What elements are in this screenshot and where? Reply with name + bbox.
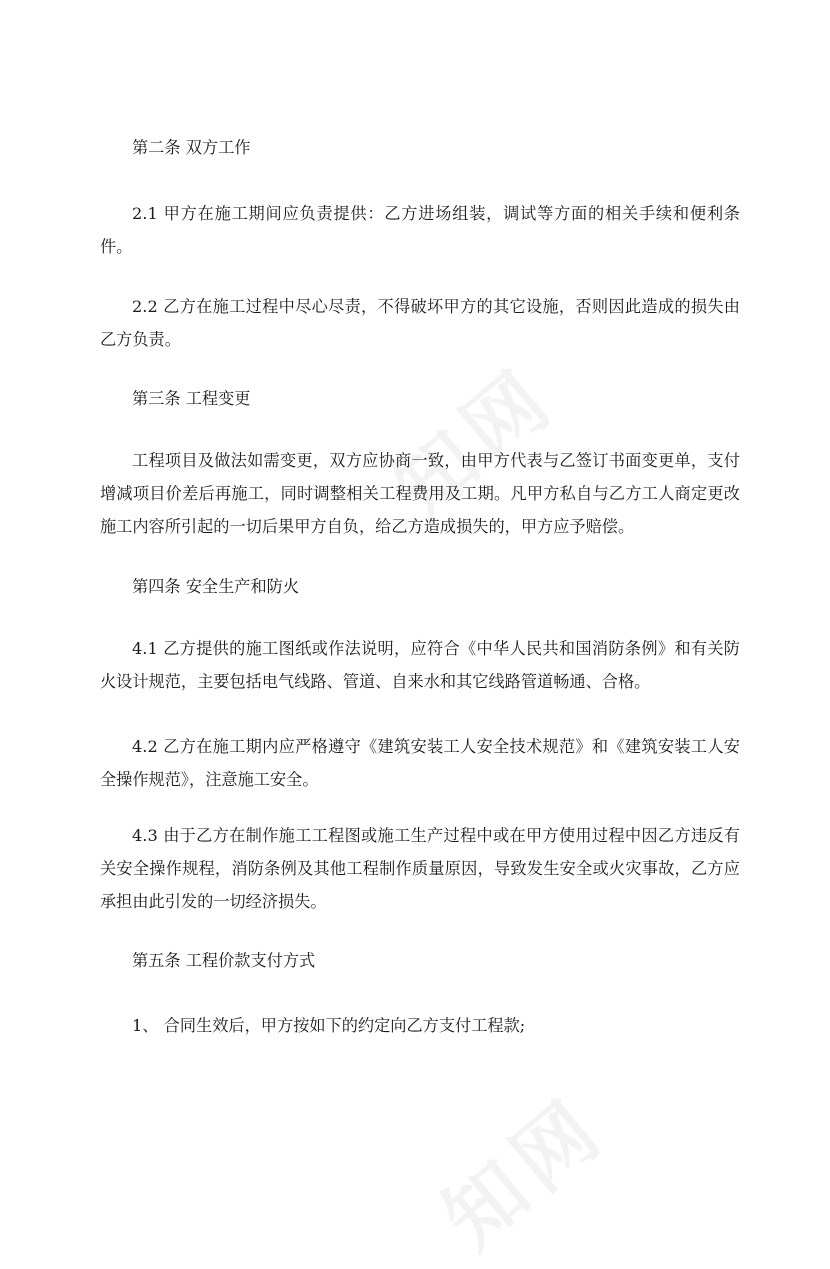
paragraph-4-3: 4.3 由于乙方在制作施工工程图或施工生产过程中或在甲方使用过程中因乙方违反有关安全操作规程，消防条例及其他工程制作质量原因，导致发生安全或火灾事故，乙方应承担由此引发的一切经济损失。 [100,826,740,911]
paragraph-5-1: 1、 合同生效后，甲方按如下的约定向乙方支付工程款; [132,1016,526,1035]
heading-article-2: 第二条 双方工作 [132,138,251,157]
heading-article-5: 第五条 工程价款支付方式 [132,951,316,970]
paragraph-2-1: 2.1 甲方在施工期间应负责提供：乙方进场组装，调试等方面的相关手续和便利条件。 [100,204,740,256]
heading-article-3: 第三条 工程变更 [132,389,251,408]
paragraph-4-1: 4.1 乙方提供的施工图纸或作法说明，应符合《中华人民共和国消防条例》和有关防火设计规范，主要包括电气线路、管道、自来水和其它线路管道畅通、合格。 [100,639,740,691]
paragraph-article-3: 工程项目及做法如需变更，双方应协商一致，由甲方代表与乙签订书面变更单，支付增减项目价差后再施工，同时调整相关工程费用及工期。凡甲方私自与乙方工人商定更改施工内容所引起的一切后果甲方自负，给乙方造成损失的，甲方应予赔偿。 [100,451,740,536]
paragraph-4-2: 4.2 乙方在施工期内应严格遵守《建筑安装工人安全技术规范》和《建筑安装工人安全操作规范》，注意施工安全。 [100,737,740,789]
paragraph-2-2: 2.2 乙方在施工过程中尽心尽责，不得破坏甲方的其它设施，否则因此造成的损失由乙方负责。 [100,297,740,349]
watermark-bottom [414,1066,626,1269]
heading-article-4: 第四条 安全生产和防火 [132,577,300,596]
